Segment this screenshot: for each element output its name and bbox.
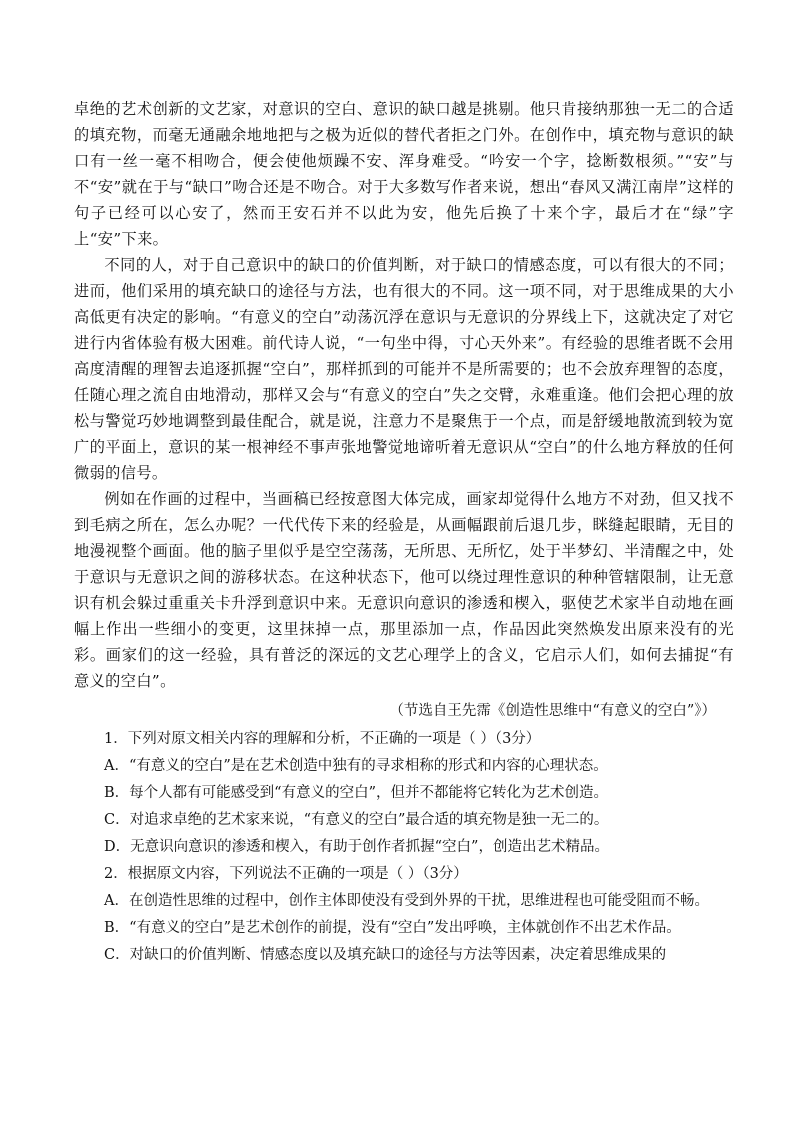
question-stem: 2．根据原文内容，下列说法不正确的一项是（ ）（3分） xyxy=(104,866,468,882)
question-option: A．“有意义的空白”是在艺术创造中独有的寻求相称的形式和内容的心理状态。 xyxy=(104,758,608,774)
question-option: D．无意识向意识的渗透和楔入，有助于创作者抓握“空白”，创造出艺术精品。 xyxy=(104,839,609,855)
question-option: A．在创造性思维的过程中，创作主体即使没有受到外界的干扰，思维进程也可能受阻而不畅。 xyxy=(104,893,709,909)
passage-source: （节选自王先霈《创造性思维中“有意义的空白”》） xyxy=(389,703,716,719)
question-list xyxy=(74,726,734,969)
question-option: B．每个人都有可能感受到“有意义的空白”，但并不都能将它转化为艺术创造。 xyxy=(104,785,608,801)
question-2 xyxy=(74,861,734,969)
reading-passage xyxy=(74,96,734,694)
question-option: B．“有意义的空白”是艺术创作的前提，没有“空白”发出呼唤，主体就创作不出艺术作品。 xyxy=(104,920,681,936)
passage-paragraph-3: 例如在作画的过程中，当画稿已经按意图大体完成，画家却觉得什么地方不对劲，但又找不到毛病之所在，怎么办呢？一代代传下来的经验是，从画幅跟前后退几步，眯缝起眼睛，无目的地漫视整个画面。他的脑子里似乎是空空荡荡，无所思、无所忆，处于半梦幻、半清醒之中，处于意识与无意识之间的游移状态。在这种状态下，他可以绕过理性意识的种种管辖限制，让无意识有机会躲过重重关卡升浮到意识中来。无意识向意识的渗透和楔入，驱使艺术家半自动地在画幅上作出一些细小的变更，这里抹掉一点，那里添加一点，作品因此突然焕发出原来没有的光彩。画家们的这一经验，具有普泛的深远的文艺心理学上的含义，它启示人们，如何去捕捉“有意义的空白”。 xyxy=(74,490,734,690)
question-option: C．对缺口的价值判断、情感态度以及填充缺口的途径与方法等因素，决定着思维成果的 xyxy=(104,947,667,963)
question-stem: 1．下列对原文相关内容的理解和分析，不正确的一项是（ ）（3分） xyxy=(104,731,541,747)
passage-paragraph-2: 不同的人，对于自己意识中的缺口的价值判断，对于缺口的情感态度，可以有很大的不同；进而，他们采用的填充缺口的途径与方法，也有很大的不同。这一项不同，对于思维成果的大小高低更有决定的影响。“有意义的空白”动荡沉浮在意识与无意识的分界线上下，这就决定了对它进行内省体验有极大困难。前代诗人说，“一句坐中得，寸心天外来”。有经验的思维者既不会用高度清醒的理智去追逐抓握“空白”，那样抓到的可能并不是所需要的；也不会放弃理智的态度，任随心理之流自由地滑动，那样又会与“有意义的空白”失之交臂，永难重逢。他们会把心理的放松与警觉巧妙地调整到最佳配合，就是说，注意力不是聚焦于一个点，而是舒缓地散流到较为宽广的平面上，意识的某一根神经不事声张地警觉地谛听着无意识从“空白”的什么地方释放的任何微弱的信号。 xyxy=(74,256,734,482)
document-content xyxy=(74,96,734,969)
question-option: C．对追求卓绝的艺术家来说，“有意义的空白”最合适的填充物是独一无二的。 xyxy=(104,812,609,828)
passage-paragraph-1: 卓绝的艺术创新的文艺家，对意识的空白、意识的缺口越是挑剔。他只肯接纳那独一无二的合适的填充物，而毫无通融余地地把与之极为近似的替代者拒之门外。在创作中，填充物与意识的缺口有一丝一毫不相吻合，便会使他烦躁不安、浑身难受。“吟安一个字，捻断数根须。”“安”与不“安”就在于与“缺口”吻合还是不吻合。对于大多数写作者来说，想出“春风又满江南岸”这样的句子已经可以心安了，然而王安石并不以此为安，他先后换了十来个字，最后才在“绿”字上“安”下来。 xyxy=(74,100,734,248)
question-1 xyxy=(74,726,734,861)
